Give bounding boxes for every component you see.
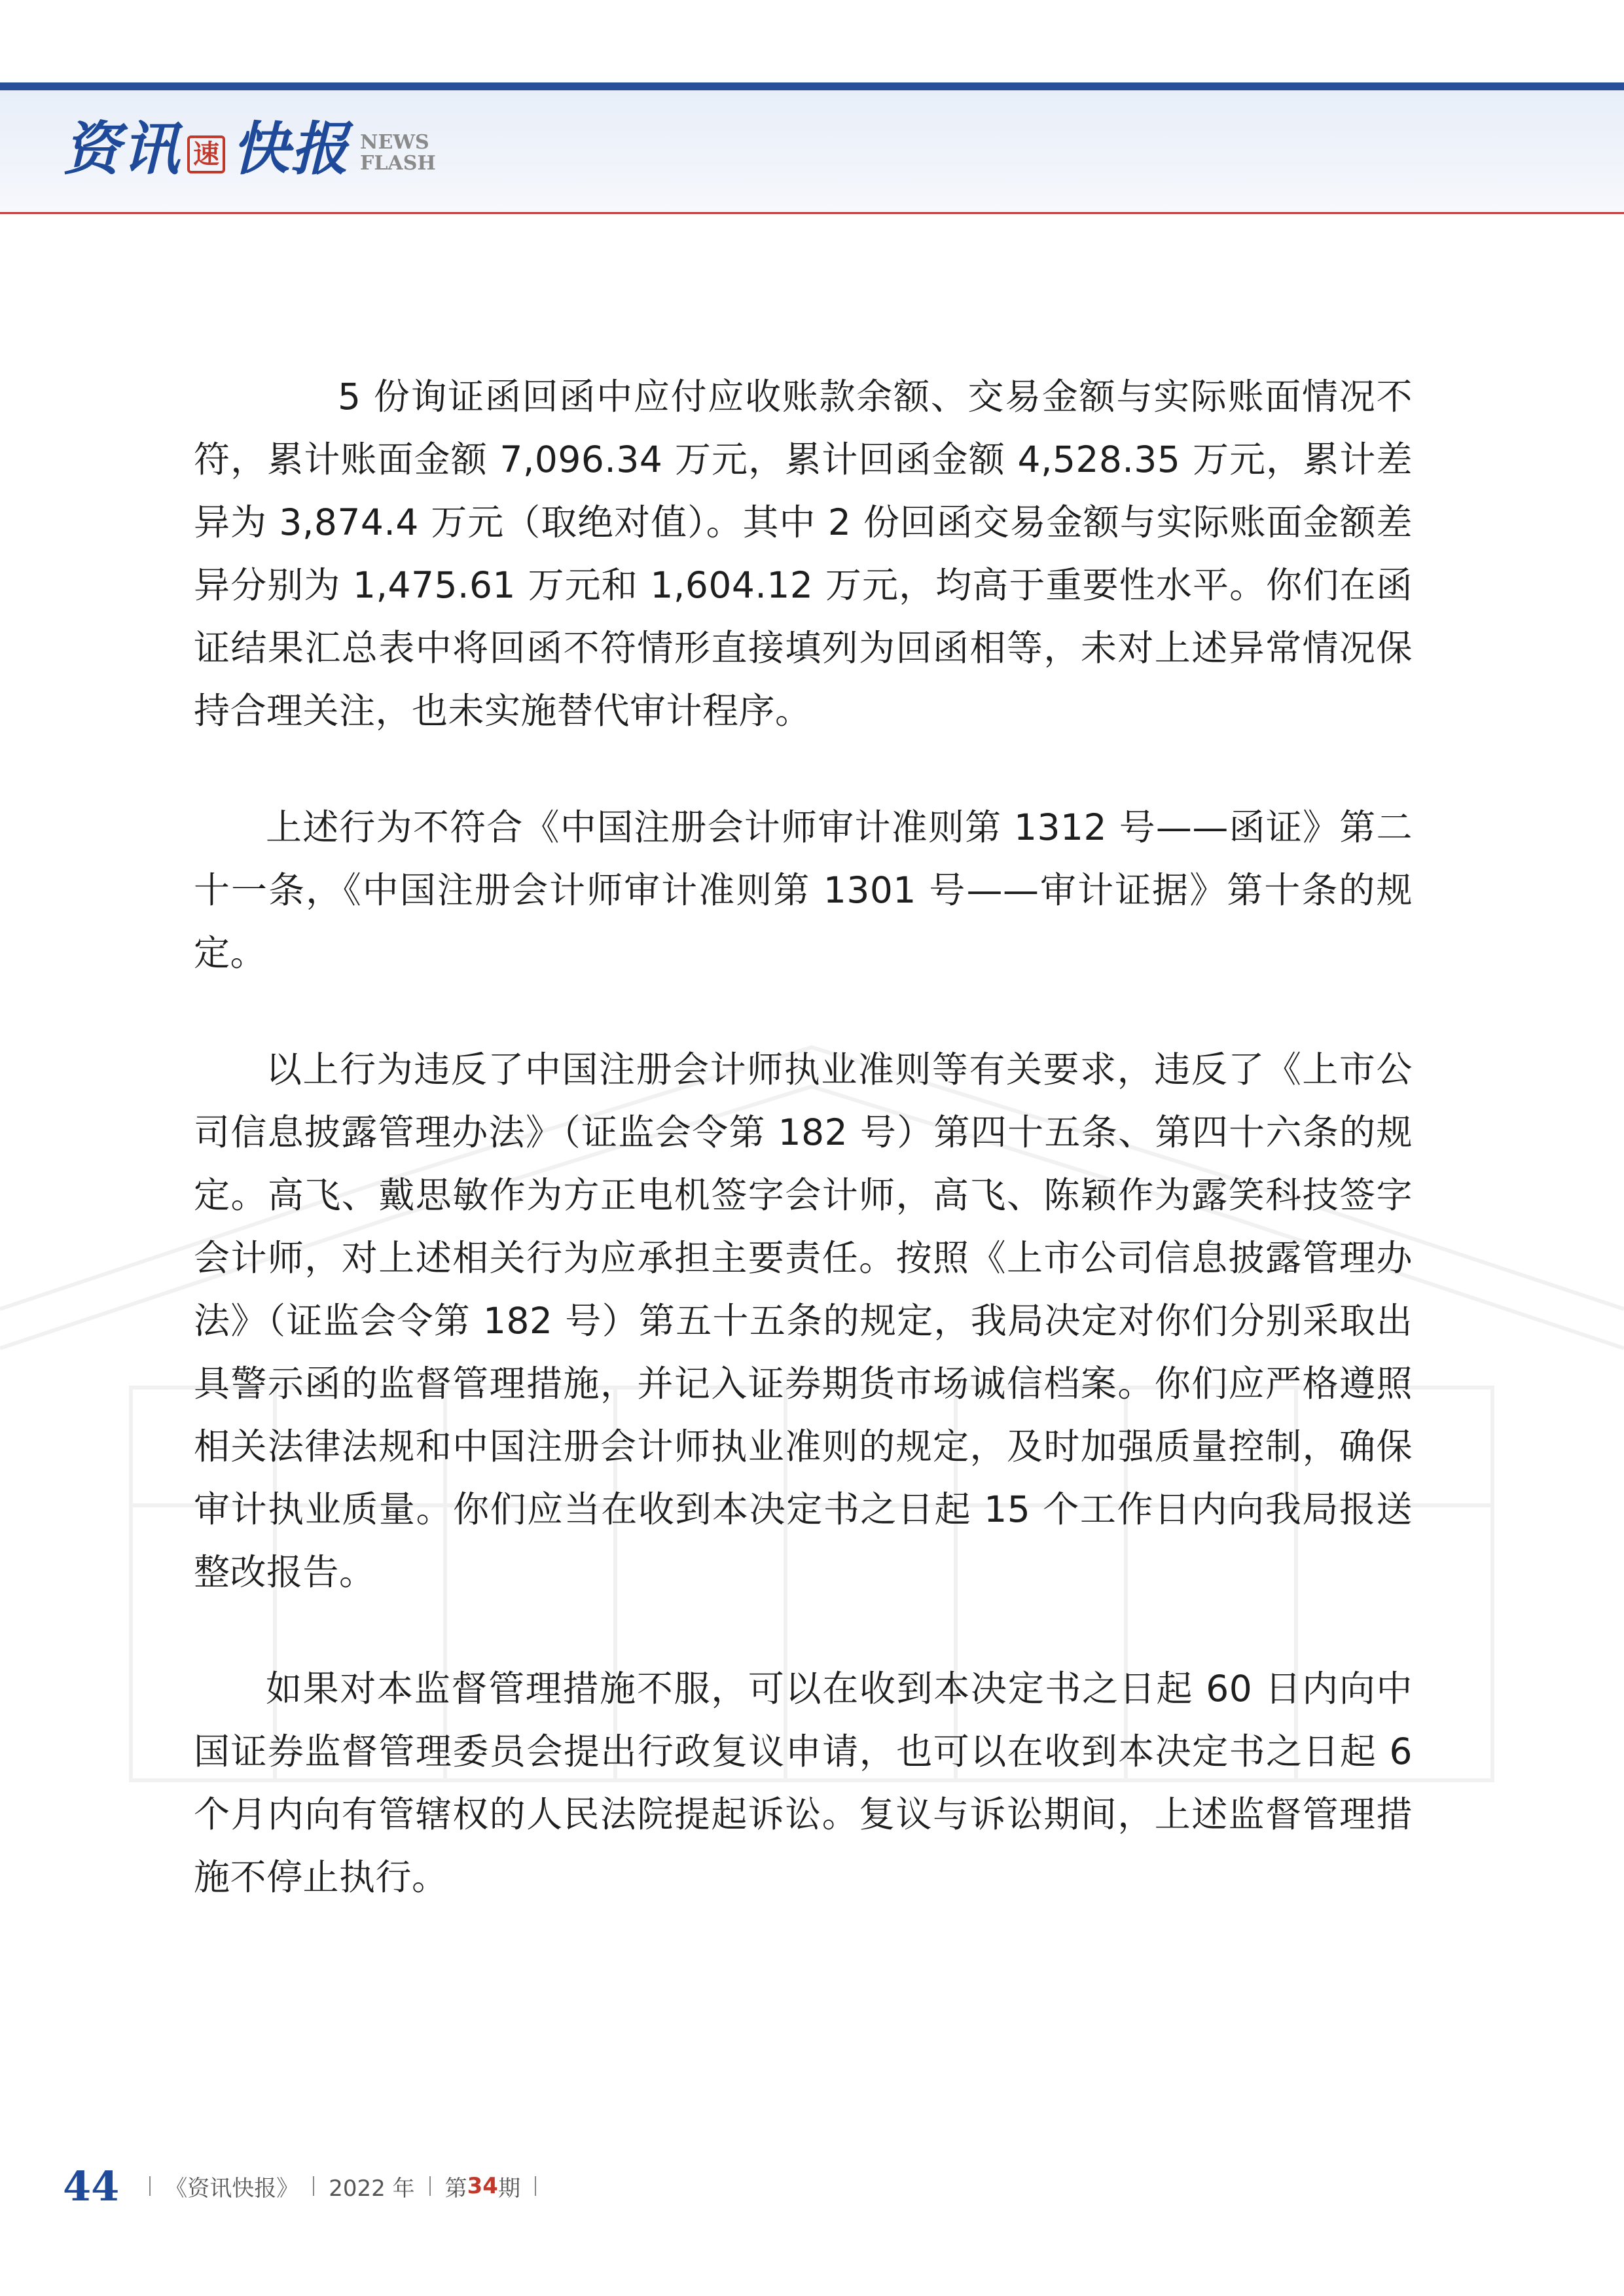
page-number: 44 (63, 2162, 120, 2210)
footer-separator (429, 2176, 431, 2196)
header-divider (0, 212, 1624, 214)
logo-text-right: 快报 (232, 115, 350, 183)
logo-english-line2: FLASH (360, 152, 436, 175)
footer-separator (149, 2176, 151, 2196)
article-body (194, 365, 1413, 1909)
logo-seal-icon: 速 (187, 135, 225, 173)
header-top-bar (0, 82, 1624, 90)
issue-number: 34 (467, 2173, 498, 2199)
footer-separator (535, 2176, 536, 2196)
publication-year: 2022 年 (329, 2175, 415, 2202)
logo-english-line1: NEWS (360, 131, 429, 154)
paragraph-3: 以上行为违反了中国注册会计师执业准则等有关要求，违反了《上市公司信息披露管理办法》（证监会令第 182 号）第四十五条、第四十六条的规定。高飞、戴思敏作为方正电机签字会计师，高飞、陈颖作为露笑科技签字会计师，对上述相关行为应承担主要责任。按照《上市公司信息披露管理办法》（证监会令第 182 号）第五十五条的规定，我局决定对你们分别采取出具警示函的监督管理措施，并记入证券期货市场诚信档案。你们应严格遵照相关法律法规和中国注册会计师执业准则的规定，及时加强质量控制，确保审计执业质量。你们应当在收到本决定书之日起 15 个工作日内向我局报送整改报告。 (194, 1049, 1413, 1593)
logo-text-left: 资讯 (63, 115, 181, 183)
logo-english (360, 132, 436, 174)
footer-separator (313, 2176, 314, 2196)
paragraph-4: 如果对本监督管理措施不服，可以在收到本决定书之日起 60 日内向中国证券监督管理委员会提出行政复议申请，也可以在收到本决定书之日起 6 个月内向有管辖权的人民法院提起诉讼。复议与诉讼期间，上述监督管理措施不停止执行。 (194, 1668, 1413, 1898)
paragraph-2: 上述行为不符合《中国注册会计师审计准则第 1312 号——函证》第二十一条，《中国注册会计师审计准则第 1301 号——审计证据》第十条的规定。 (194, 806, 1413, 974)
paragraph-1: 5 份询证函回函中应付应收账款余额、交易金额与实际账面情况不符，累计账面金额 7,096.34 万元，累计回函金额 4,528.35 万元，累计差异为 3,874.4 万元（取绝对值）。其中 2 份回函交易金额与实际账面金额差异分别为 1,475.61 万元和 1,604.12 万元，均高于重要性水平。你们在函证结果汇总表中将回函不符情形直接填列为回函相等，未对上述异常情况保持合理关注，也未实施替代审计程序。 (194, 376, 1413, 732)
issue-prefix: 第 (444, 2175, 467, 2202)
page-footer (63, 2160, 550, 2212)
issue-suffix: 期 (497, 2175, 520, 2202)
publication-name: 《资讯快报》 (165, 2175, 299, 2202)
newsletter-logo (63, 113, 436, 185)
